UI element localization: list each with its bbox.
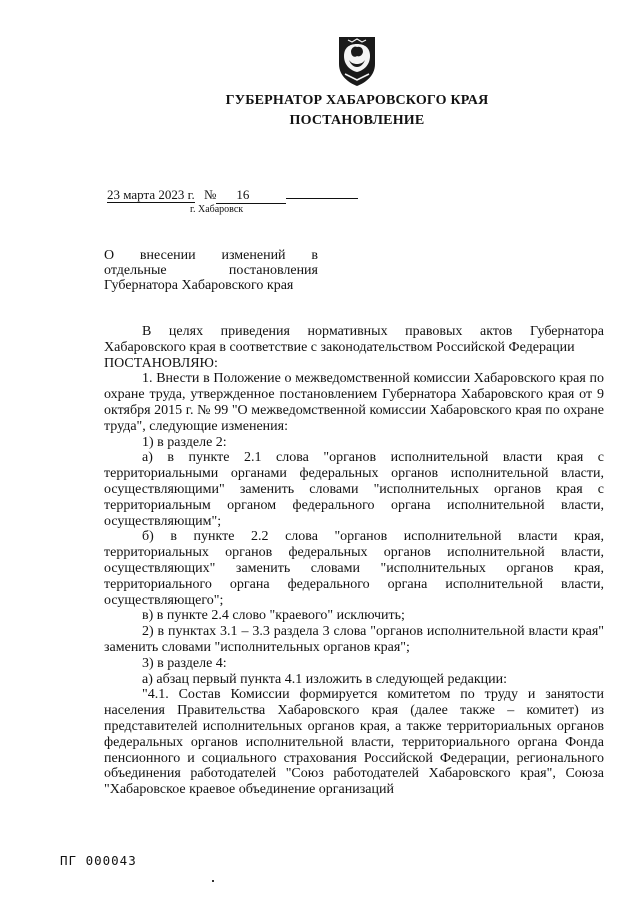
form-serial-code: ПГ 000043 bbox=[60, 853, 137, 868]
decree-subject bbox=[104, 248, 318, 293]
number-sign: № bbox=[203, 187, 217, 202]
decree-body bbox=[104, 324, 604, 798]
body-paragraph: в) в пункте 2.4 слово "краевого" исключить; bbox=[142, 608, 405, 624]
subject-word: внесении bbox=[139, 248, 196, 263]
subject-line-2 bbox=[104, 263, 318, 278]
body-paragraph: б) в пункте 2.2 слова "органов исполнительной власти края, территориальных органов федеральных органов исполнительной власти, осуществляющих" заменить словами "исполнительных органов края, территориального органа федерального органа исполнительной власти, осуществляющего"; bbox=[104, 529, 604, 608]
subject-word: изменений bbox=[221, 248, 286, 263]
body-paragraph: а) абзац первый пункта 4.1 изложить в следующей редакции: bbox=[142, 671, 508, 687]
document-type-title: ПОСТАНОВЛЕНИЕ bbox=[289, 113, 425, 128]
body-paragraph: а) в пункте 2.1 слова "органов исполнительной власти края с территориальными органами федеральных органов исполнительной власти, осуществляющими" заменить словами "исполнительных органов края с территориальным органом федерального органа исполнительной власти, осуществляющим"; bbox=[104, 450, 604, 529]
decree-date: 23 марта 2023 г. bbox=[107, 187, 195, 202]
subject-word: отдельные bbox=[104, 263, 167, 278]
subject-word: постановления bbox=[228, 263, 318, 278]
body-paragraph: В целях приведения нормативных правовых актов Губернатора Хабаровского края в соответствие с законодательством Российской Федерации bbox=[104, 324, 604, 355]
subject-line-1 bbox=[104, 248, 318, 263]
body-paragraph: 1) в разделе 2: bbox=[142, 434, 227, 450]
scan-speck bbox=[212, 880, 214, 882]
decree-number: 16 bbox=[216, 187, 286, 204]
date-number-line bbox=[107, 187, 358, 204]
body-paragraph: 3) в разделе 4: bbox=[142, 655, 227, 671]
subject-word: в bbox=[311, 248, 318, 263]
body-paragraph: "4.1. Состав Комиссии формируется комитетом по труду и занятости населения Правительства Хабаровского края (далее также – комитет) из представителей исполнительных органов края, а также территориальных органов федеральных органов исполнительной власти, территориального органа Фонда пенсионного и социального страхования Российской Федерации, регионального объединения работодателей "Союз работодателей Хабаровского края", Союза "Хабаровское краевое объединение организаций bbox=[104, 687, 604, 798]
body-paragraph: 1. Внести в Положение о межведомственной комиссии Хабаровского края по охране труда, утвержденное постановлением Губернатора Хабаровского края от 9 октября 2015 г. № 99 "О межведомственной комиссии Хабаровского края по охране труда", следующие изменения: bbox=[104, 371, 604, 434]
khabarovsk-krai-coat-of-arms-icon bbox=[335, 34, 379, 88]
city-label: г. Хабаровск bbox=[190, 204, 244, 215]
subject-word: О bbox=[104, 248, 115, 263]
authority-title: ГУБЕРНАТОР ХАБАРОВСКОГО КРАЯ bbox=[225, 93, 489, 108]
number-underline bbox=[286, 198, 358, 199]
subject-line-3: Губернатора Хабаровского края bbox=[104, 278, 294, 293]
body-paragraph-resolve: ПОСТАНОВЛЯЮ: bbox=[104, 355, 218, 371]
body-paragraph: 2) в пунктах 3.1 – 3.3 раздела 3 слова "органов исполнительной власти края" заменить словами "исполнительных органов края"; bbox=[104, 624, 604, 655]
